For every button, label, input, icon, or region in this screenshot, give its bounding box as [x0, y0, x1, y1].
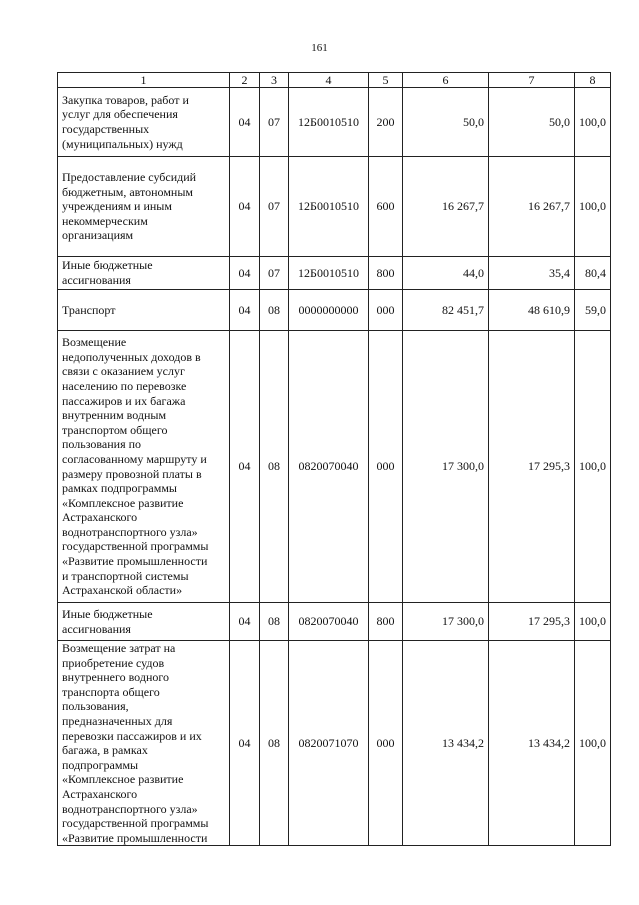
row-name-line: транспорта общего [62, 684, 160, 699]
row-name-line: воднотранспортного узла» [62, 524, 198, 539]
row-name-line: Предоставление субсидий [62, 170, 197, 185]
row-name-line: транспортом общего [62, 422, 168, 437]
table-row [58, 88, 611, 157]
row-name-line: и транспортной системы [62, 568, 189, 583]
row-name-line: Астраханского [62, 510, 138, 525]
table-row [58, 603, 611, 641]
row-name-cell [58, 290, 230, 331]
row-name-line: багажа, в рамках [62, 743, 148, 758]
table-row [58, 331, 611, 603]
section-code-cell: 04 [230, 331, 260, 603]
row-name-line: Закупка товаров, работ и [62, 92, 189, 107]
row-name-line: подпрограммы [62, 757, 139, 772]
column-header: 3 [260, 73, 289, 88]
row-name-line: «Развитие промышленности [62, 830, 208, 845]
subsection-code-cell: 08 [260, 641, 289, 846]
row-name-line: ассигнования [62, 273, 131, 287]
row-name-line: ассигнования [62, 621, 131, 636]
row-name-line: внутреннего водного [62, 670, 169, 685]
row-name-line: пользования по [62, 437, 142, 452]
budget-table [57, 72, 611, 846]
row-name-line: внутренним водным [62, 408, 167, 423]
execution-percent-cell: 80,4 [575, 257, 611, 290]
row-name-line: согласованному маршруту и [62, 451, 207, 466]
subsection-code-cell: 08 [260, 290, 289, 331]
expense-type-cell: 000 [369, 641, 403, 846]
row-name-line: воднотранспортного узла» [62, 801, 198, 816]
target-article-cell: 0820071070 [289, 641, 369, 846]
executed-amount-cell: 13 434,2 [489, 641, 575, 846]
subsection-code-cell: 08 [260, 331, 289, 603]
target-article-cell: 12Б0010510 [289, 257, 369, 290]
row-name-line: организациям [62, 228, 134, 243]
expense-type-cell: 000 [369, 290, 403, 331]
expense-type-cell: 800 [369, 603, 403, 641]
row-name-line: услуг для обеспечения [62, 107, 178, 122]
planned-amount-cell: 82 451,7 [403, 290, 489, 331]
target-article-cell: 0000000000 [289, 290, 369, 331]
row-name-line: государственной программы [62, 816, 209, 831]
row-name-cell [58, 257, 230, 290]
column-header: 6 [403, 73, 489, 88]
executed-amount-cell: 17 295,3 [489, 603, 575, 641]
row-name-line: Иные бюджетные [62, 258, 153, 273]
row-name-cell [58, 603, 230, 641]
target-article-cell: 12Б0010510 [289, 88, 369, 157]
row-name-line: некоммерческим [62, 213, 148, 228]
subsection-code-cell: 07 [260, 88, 289, 157]
section-code-cell: 04 [230, 290, 260, 331]
target-article-cell: 0820070040 [289, 331, 369, 603]
target-article-cell: 0820070040 [289, 603, 369, 641]
row-name-line: «Комплексное развитие [62, 772, 184, 787]
expense-type-cell: 000 [369, 331, 403, 603]
planned-amount-cell: 13 434,2 [403, 641, 489, 846]
row-name-line: Возмещение [62, 335, 127, 350]
expense-type-cell: 800 [369, 257, 403, 290]
table-row [58, 290, 611, 331]
row-name-cell [58, 157, 230, 257]
section-code-cell: 04 [230, 157, 260, 257]
section-code-cell: 04 [230, 88, 260, 157]
planned-amount-cell: 50,0 [403, 88, 489, 157]
row-name-cell [58, 641, 230, 846]
row-name-line: рамках подпрограммы [62, 481, 177, 496]
section-code-cell: 04 [230, 603, 260, 641]
subsection-code-cell: 07 [260, 157, 289, 257]
executed-amount-cell: 16 267,7 [489, 157, 575, 257]
row-name-line: недополученных доходов в [62, 349, 201, 364]
header-row [58, 73, 611, 88]
executed-amount-cell: 48 610,9 [489, 290, 575, 331]
table-row [58, 257, 611, 290]
row-name-line: Астраханской области» [62, 583, 183, 598]
section-code-cell: 04 [230, 641, 260, 846]
row-name-line: Возмещение затрат на [62, 641, 176, 655]
expense-type-cell: 600 [369, 157, 403, 257]
page-number: 161 [311, 42, 328, 54]
row-name-line: перевозки пассажиров и их [62, 728, 202, 743]
column-header: 8 [575, 73, 611, 88]
row-name-line: (муниципальных) нужд [62, 136, 183, 151]
row-name-line: государственной программы [62, 539, 209, 554]
row-name-line: предназначенных для [62, 713, 173, 728]
table-row [58, 641, 611, 846]
row-name-line: пользования, [62, 699, 129, 714]
row-name-cell [58, 88, 230, 157]
column-header: 7 [489, 73, 575, 88]
execution-percent-cell: 100,0 [575, 157, 611, 257]
table-body [58, 88, 611, 846]
execution-percent-cell: 100,0 [575, 331, 611, 603]
executed-amount-cell: 17 295,3 [489, 331, 575, 603]
section-code-cell: 04 [230, 257, 260, 290]
execution-percent-cell: 100,0 [575, 641, 611, 846]
table-row [58, 157, 611, 257]
planned-amount-cell: 44,0 [403, 257, 489, 290]
row-name-line: «Развитие промышленности [62, 554, 208, 569]
row-name-line: приобретение судов [62, 655, 165, 670]
subsection-code-cell: 08 [260, 603, 289, 641]
execution-percent-cell: 100,0 [575, 88, 611, 157]
row-name-line: «Комплексное развитие [62, 495, 184, 510]
row-name-line: Иные бюджетные [62, 606, 153, 621]
row-name-line: пассажиров и их багажа [62, 393, 186, 408]
row-name-cell [58, 331, 230, 603]
planned-amount-cell: 17 300,0 [403, 331, 489, 603]
target-article-cell: 12Б0010510 [289, 157, 369, 257]
row-name-line: размеру провозной платы в [62, 466, 202, 481]
row-name-line: связи с оказанием услуг [62, 364, 185, 379]
row-name-line: государственных [62, 122, 150, 136]
row-name-line: Транспорт [62, 302, 116, 317]
subsection-code-cell: 07 [260, 257, 289, 290]
planned-amount-cell: 17 300,0 [403, 603, 489, 641]
planned-amount-cell: 16 267,7 [403, 157, 489, 257]
column-header: 1 [58, 73, 230, 88]
execution-percent-cell: 59,0 [575, 290, 611, 331]
row-name-line: учреждениям и иным [62, 199, 172, 214]
column-header: 5 [369, 73, 403, 88]
row-name-line: бюджетным, автономным [62, 184, 193, 199]
column-header: 2 [230, 73, 260, 88]
row-name-line: населению по перевозке [62, 378, 187, 393]
row-name-line: Астраханского [62, 786, 138, 801]
executed-amount-cell: 35,4 [489, 257, 575, 290]
executed-amount-cell: 50,0 [489, 88, 575, 157]
column-header: 4 [289, 73, 369, 88]
execution-percent-cell: 100,0 [575, 603, 611, 641]
expense-type-cell: 200 [369, 88, 403, 157]
